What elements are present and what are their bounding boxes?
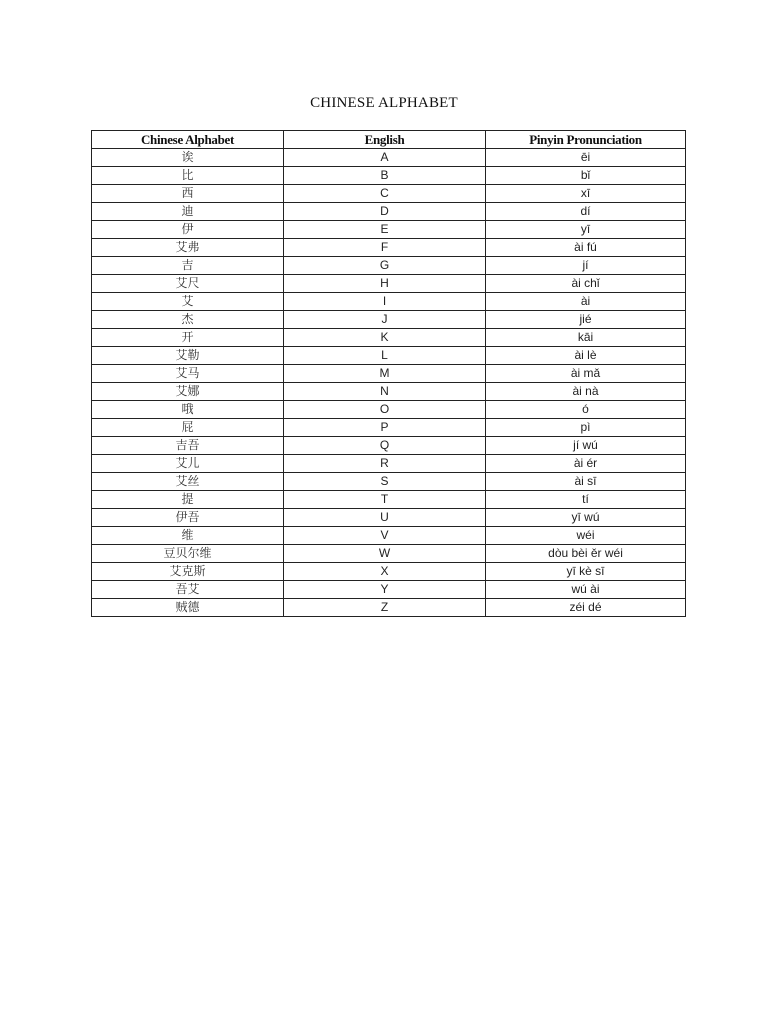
table-row	[92, 401, 686, 419]
pinyin-cell: zéi dé	[486, 599, 686, 617]
pinyin-cell: wéi	[486, 527, 686, 545]
table-row	[92, 347, 686, 365]
chinese-cell: 艾丝	[92, 473, 284, 491]
table-row	[92, 563, 686, 581]
pinyin-cell: ài fú	[486, 239, 686, 257]
english-cell: P	[284, 419, 486, 437]
chinese-cell: 提	[92, 491, 284, 509]
english-cell: S	[284, 473, 486, 491]
pinyin-cell: jié	[486, 311, 686, 329]
english-cell: H	[284, 275, 486, 293]
table-row	[92, 221, 686, 239]
chinese-cell: 艾勒	[92, 347, 284, 365]
table-row	[92, 599, 686, 617]
pinyin-cell: kāi	[486, 329, 686, 347]
pinyin-cell: ài sī	[486, 473, 686, 491]
table-body	[92, 149, 686, 617]
chinese-cell: 吉吾	[92, 437, 284, 455]
pinyin-cell: yī	[486, 221, 686, 239]
chinese-cell: 伊吾	[92, 509, 284, 527]
pinyin-cell: ài ér	[486, 455, 686, 473]
english-cell: M	[284, 365, 486, 383]
chinese-cell: 艾娜	[92, 383, 284, 401]
chinese-cell: 艾马	[92, 365, 284, 383]
pinyin-cell: ài lè	[486, 347, 686, 365]
pinyin-cell: tí	[486, 491, 686, 509]
english-cell: T	[284, 491, 486, 509]
pinyin-cell: yī wú	[486, 509, 686, 527]
chinese-cell: 屁	[92, 419, 284, 437]
alphabet-table	[91, 130, 686, 617]
pinyin-cell: ēi	[486, 149, 686, 167]
page-title: CHINESE ALPHABET	[310, 95, 458, 111]
pinyin-cell: bǐ	[486, 167, 686, 185]
pinyin-cell: jí wú	[486, 437, 686, 455]
english-cell: B	[284, 167, 486, 185]
english-cell: C	[284, 185, 486, 203]
chinese-cell: 吉	[92, 257, 284, 275]
table-row	[92, 527, 686, 545]
english-cell: J	[284, 311, 486, 329]
table-row	[92, 203, 686, 221]
english-cell: F	[284, 239, 486, 257]
table-row	[92, 581, 686, 599]
english-cell: L	[284, 347, 486, 365]
pinyin-cell: pì	[486, 419, 686, 437]
english-cell: I	[284, 293, 486, 311]
table-header	[92, 131, 686, 149]
pinyin-cell: dí	[486, 203, 686, 221]
table-row	[92, 437, 686, 455]
table-row	[92, 311, 686, 329]
chinese-cell: 哦	[92, 401, 284, 419]
pinyin-cell: ài mǎ	[486, 365, 686, 383]
table-row	[92, 419, 686, 437]
pinyin-cell: xī	[486, 185, 686, 203]
english-cell: N	[284, 383, 486, 401]
english-cell: U	[284, 509, 486, 527]
table-row	[92, 473, 686, 491]
chinese-cell: 维	[92, 527, 284, 545]
chinese-cell: 艾尺	[92, 275, 284, 293]
chinese-cell: 诶	[92, 149, 284, 167]
pinyin-cell: ó	[486, 401, 686, 419]
chinese-cell: 开	[92, 329, 284, 347]
chinese-cell: 贼德	[92, 599, 284, 617]
chinese-cell: 艾克斯	[92, 563, 284, 581]
chinese-cell: 艾弗	[92, 239, 284, 257]
english-cell: G	[284, 257, 486, 275]
table-row	[92, 329, 686, 347]
table-row	[92, 167, 686, 185]
header-chinese-alphabet: Chinese Alphabet	[92, 131, 284, 149]
chinese-cell: 比	[92, 167, 284, 185]
english-cell: X	[284, 563, 486, 581]
table-row	[92, 491, 686, 509]
header-english: English	[284, 131, 486, 149]
chinese-cell: 艾	[92, 293, 284, 311]
table-row	[92, 365, 686, 383]
table-row	[92, 149, 686, 167]
english-cell: Y	[284, 581, 486, 599]
pinyin-cell: jí	[486, 257, 686, 275]
table-row	[92, 545, 686, 563]
chinese-cell: 西	[92, 185, 284, 203]
table-row	[92, 275, 686, 293]
english-cell: D	[284, 203, 486, 221]
pinyin-cell: ài chǐ	[486, 275, 686, 293]
english-cell: W	[284, 545, 486, 563]
table-row	[92, 383, 686, 401]
chinese-cell: 杰	[92, 311, 284, 329]
pinyin-cell: ài nà	[486, 383, 686, 401]
table-row	[92, 185, 686, 203]
table-row	[92, 455, 686, 473]
table-row	[92, 509, 686, 527]
chinese-cell: 伊	[92, 221, 284, 239]
chinese-cell: 艾儿	[92, 455, 284, 473]
pinyin-cell: ài	[486, 293, 686, 311]
chinese-cell: 吾艾	[92, 581, 284, 599]
header-pinyin-pronunciation: Pinyin Pronunciation	[486, 131, 686, 149]
english-cell: R	[284, 455, 486, 473]
english-cell: Q	[284, 437, 486, 455]
table-row	[92, 293, 686, 311]
pinyin-cell: dòu bèi ěr wéi	[486, 545, 686, 563]
english-cell: V	[284, 527, 486, 545]
english-cell: K	[284, 329, 486, 347]
table-row	[92, 257, 686, 275]
english-cell: O	[284, 401, 486, 419]
table-row	[92, 239, 686, 257]
english-cell: E	[284, 221, 486, 239]
chinese-cell: 豆贝尔维	[92, 545, 284, 563]
header-row	[92, 131, 686, 149]
pinyin-cell: wú ài	[486, 581, 686, 599]
english-cell: Z	[284, 599, 486, 617]
english-cell: A	[284, 149, 486, 167]
pinyin-cell: yī kè sī	[486, 563, 686, 581]
chinese-cell: 迪	[92, 203, 284, 221]
